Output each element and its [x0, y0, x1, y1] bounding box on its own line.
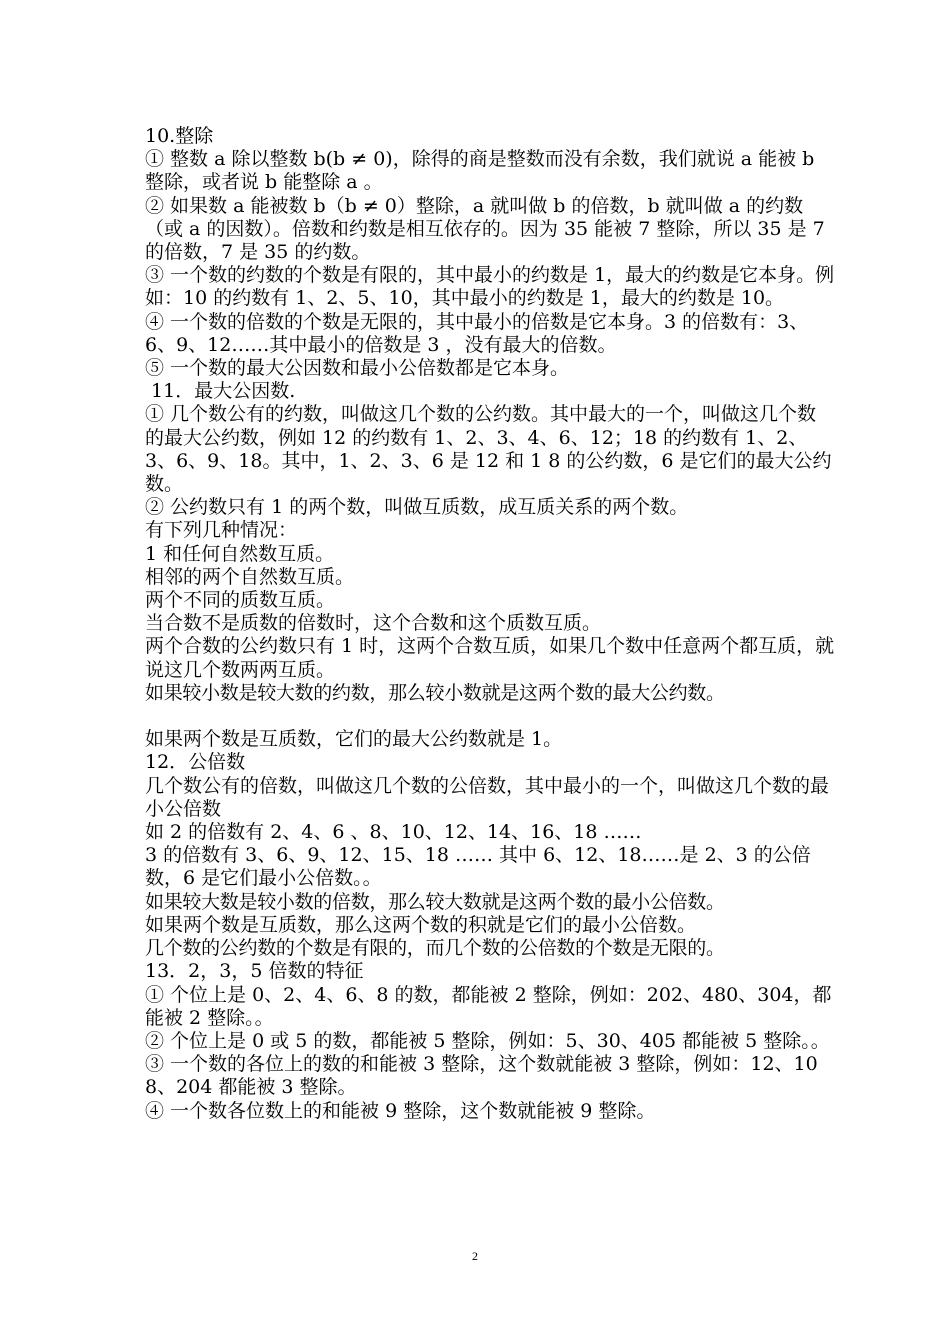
section-heading-11: 11．最大公因数.	[145, 380, 296, 403]
paragraph: ③ 一个数的各位上的数的和能被 3 整除，这个数就能被 3 整除，例如：12、108、204 都能被 3 整除。	[145, 1053, 818, 1099]
paragraph: ② 个位上是 0 或 5 的数，都能被 5 整除，例如：5、30、405 都能被 5 整除。。	[145, 1029, 830, 1052]
paragraph: ① 整数 a 除以整数 b(b ≠ 0)，除得的商是整数而没有余数，我们就说 a 能被 b 整除，或者说 b 能整除 a 。	[145, 148, 815, 194]
paragraph: 有下列几种情况：	[145, 519, 298, 542]
paragraph: 如果两个数是互质数，它们的最大公约数就是 1。	[145, 728, 563, 751]
paragraph: ⑤ 一个数的最大公因数和最小公倍数都是它本身。	[145, 357, 570, 380]
paragraph: ② 如果数 a 能被数 b（b ≠ 0）整除，a 就叫做 b 的倍数，b 就叫做 a 的约数（或 a 的因数）。倍数和约数是相互依存的。因为 35 能被 7 整除，所以 35 是 7 的倍数，7 是 35 的约数。	[145, 194, 825, 264]
paragraph: 几个数的公约数的个数是有限的，而几个数的公倍数的个数是无限的。	[145, 937, 725, 960]
blank-line	[145, 705, 835, 728]
section-heading-12: 12．公倍数	[145, 751, 246, 774]
paragraph: ④ 一个数各位数上的和能被 9 整除，这个数就能被 9 整除。	[145, 1099, 656, 1122]
paragraph: 如果两个数是互质数，那么这两个数的积就是它们的最小公倍数。	[145, 913, 697, 936]
paragraph: ④ 一个数的倍数的个数是无限的，其中最小的倍数是它本身。3 的倍数有：3、6、9、12……其中最小的倍数是 3 ，没有最大的倍数。	[145, 310, 809, 356]
paragraph: ② 公约数只有 1 的两个数，叫做互质数，成互质关系的两个数。	[145, 496, 689, 519]
page-number: 2	[472, 1249, 478, 1263]
paragraph: 如果较小数是较大数的约数，那么较小数就是这两个数的最大公约数。	[145, 681, 725, 704]
paragraph: 相邻的两个自然数互质。	[145, 565, 355, 588]
paragraph: 两个不同的质数互质。	[145, 589, 336, 612]
paragraph: ① 几个数公有的约数，叫做这几个数的公约数。其中最大的一个，叫做这几个数的最大公约数，例如 12 的约数有 1、2、3、4、6、12；18 的约数有 1、2、3、6、9、18。其中，1、2、3、6 是 12 和 1 8 的公约数，6 是它们的最大公约数。	[145, 403, 832, 496]
paragraph: 当合数不是质数的倍数时，这个合数和这个质数互质。	[145, 612, 602, 635]
section-heading-13: 13．2，3，5 倍数的特征	[145, 960, 364, 983]
paragraph: 两个合数的公约数只有 1 时，这两个合数互质，如果几个数中任意两个都互质，就说这几个数两两互质。	[145, 635, 835, 681]
document-body	[145, 125, 835, 1123]
paragraph: 如 2 的倍数有 2、4、6 、8、10、12、14、16、18 ……	[145, 821, 642, 844]
paragraph: 几个数公有的倍数，叫做这几个数的公倍数，其中最小的一个，叫做这几个数的最小公倍数	[145, 774, 830, 820]
paragraph: 如果较大数是较小数的倍数，那么较大数就是这两个数的最小公倍数。	[145, 890, 725, 913]
paragraph: ③ 一个数的约数的个数是有限的，其中最小的约数是 1，最大的约数是它本身。例如：10 的约数有 1、2、5、10，其中最小的约数是 1，最大的约数是 10。	[145, 264, 835, 310]
paragraph: ① 个位上是 0、2、4、6、8 的数，都能被 2 整除，例如：202、480、304，都能被 2 整除。。	[145, 983, 832, 1029]
section-heading-10: 10.整除	[145, 125, 214, 147]
paragraph: 1 和任何自然数互质。	[145, 542, 335, 565]
paragraph: 3 的倍数有 3、6、9、12、15、18 …… 其中 6、12、18……是 2、3 的公倍数，6 是它们最小公倍数。。	[145, 844, 811, 890]
